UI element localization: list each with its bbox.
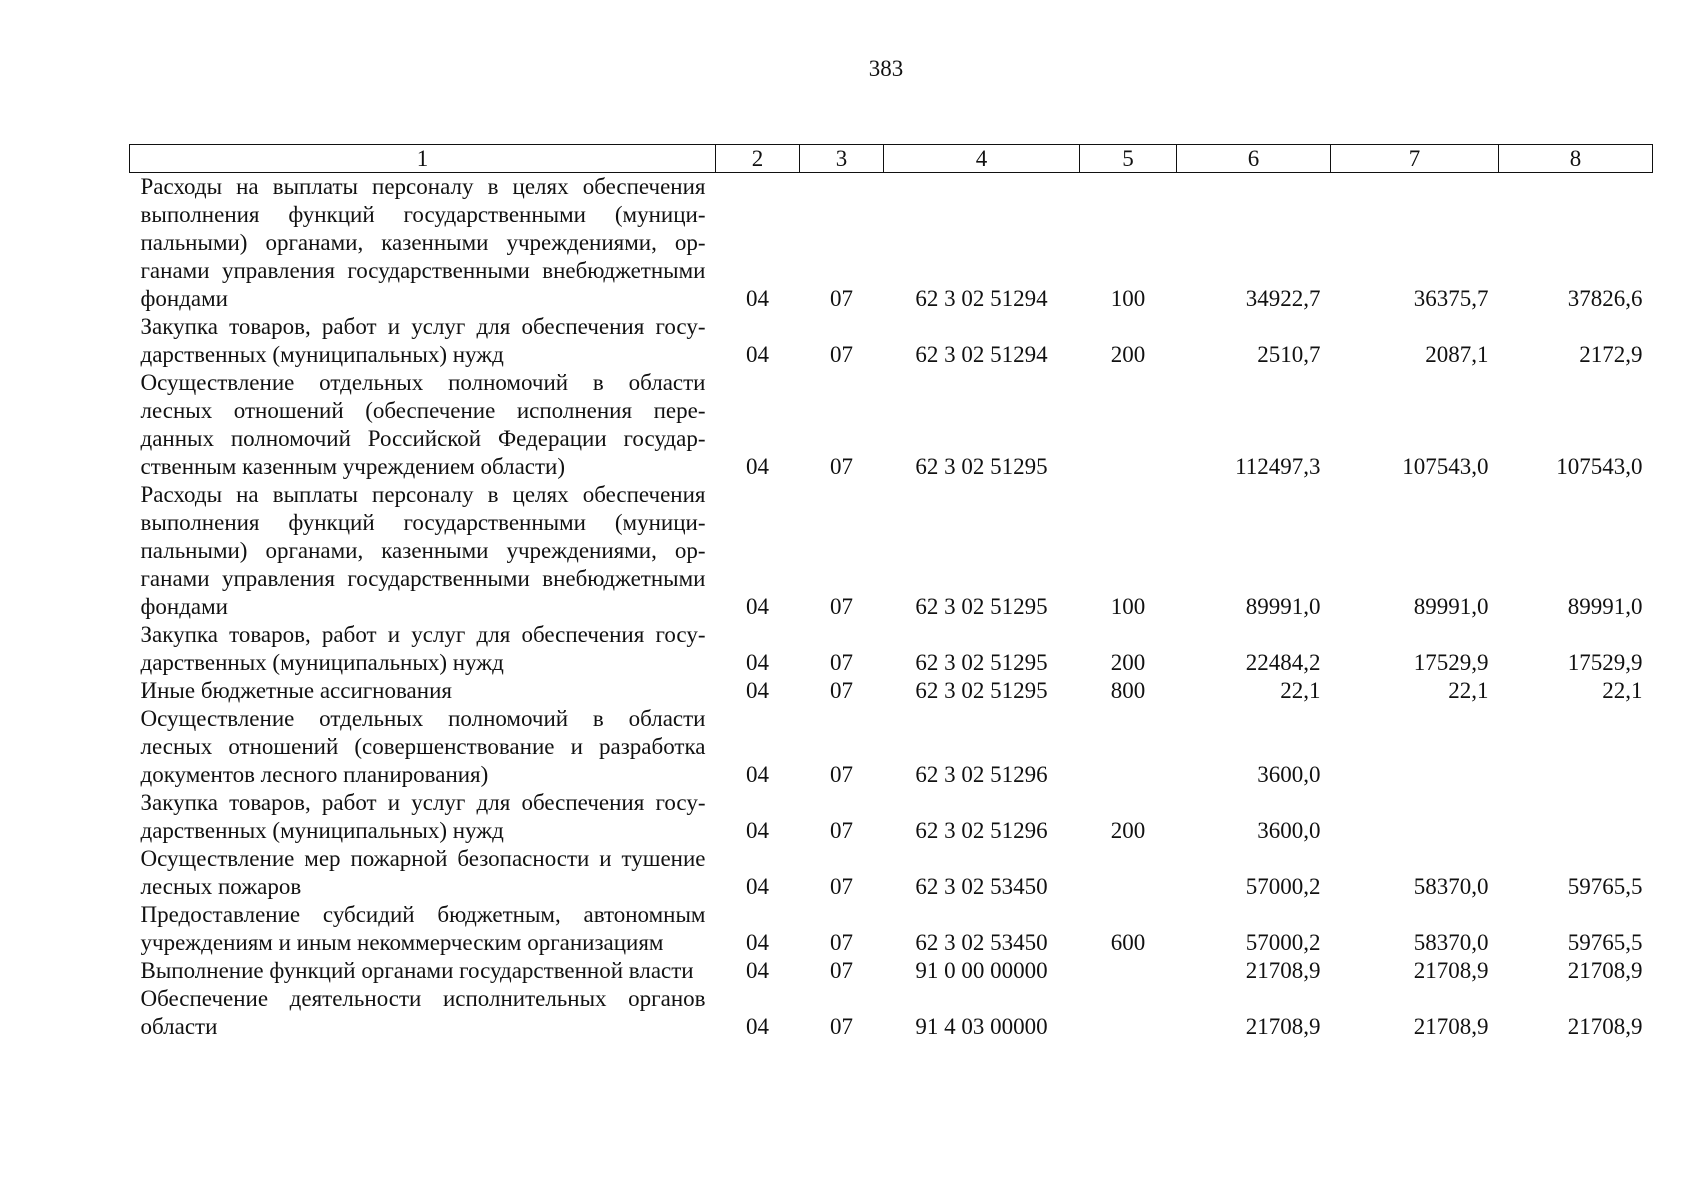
amount-year-1: 21708,9: [1245, 1014, 1321, 1039]
table-header: [130, 145, 1653, 173]
amount-year-1: 57000,2: [1245, 930, 1321, 955]
table-row: [130, 957, 1653, 985]
amount-year-2: 21708,9: [1413, 1014, 1489, 1039]
amount-year-3: 89991,0: [1567, 594, 1643, 619]
section-code: 04: [746, 762, 769, 787]
table-row: [130, 173, 1653, 314]
amount-year-1: 89991,0: [1245, 594, 1321, 619]
section-code: 04: [746, 650, 769, 675]
amount-year-1: 3600,0: [1257, 818, 1321, 843]
column-header-1: 1: [130, 145, 716, 173]
target-article-code: 62 3 02 53450: [915, 930, 1048, 955]
subsection-code: 07: [830, 930, 853, 955]
expense-type-code: 200: [1110, 818, 1146, 843]
target-article-code: 91 4 03 00000: [915, 1014, 1048, 1039]
amount-year-3: 2172,9: [1579, 342, 1643, 367]
target-article-code: 62 3 02 51296: [915, 818, 1048, 843]
section-code: 04: [746, 1014, 769, 1039]
table-row: [130, 621, 1653, 677]
amount-year-3: [1499, 789, 1653, 845]
amount-year-2: 17529,9: [1413, 650, 1489, 675]
row-description: Расходы на выплаты персоналу в целях обеспечения выполнения функций государственными (муниципальными) органами, казенными учреждениями, органами управления государственными внебюджетными фондами: [140, 482, 706, 619]
header-row: [130, 145, 1653, 173]
amount-year-3: 21708,9: [1567, 958, 1643, 983]
expense-type-code: [1080, 957, 1177, 985]
target-article-code: 62 3 02 53450: [915, 874, 1048, 899]
expense-type-code: 600: [1110, 930, 1146, 955]
amount-year-3: 59765,5: [1567, 874, 1643, 899]
section-code: 04: [746, 454, 769, 479]
section-code: 04: [746, 874, 769, 899]
target-article-code: 62 3 02 51294: [915, 286, 1048, 311]
amount-year-2: 36375,7: [1413, 286, 1489, 311]
amount-year-1: 2510,7: [1257, 342, 1321, 367]
section-code: 04: [746, 342, 769, 367]
row-description: Предоставление субсидий бюджетным, автономным учреждениям и иным некоммерческим организациям: [140, 902, 706, 955]
expense-type-code: 200: [1110, 650, 1146, 675]
column-header-2: 2: [716, 145, 800, 173]
target-article-code: 62 3 02 51295: [915, 650, 1048, 675]
amount-year-3: 22,1: [1602, 678, 1643, 703]
target-article-code: 62 3 02 51294: [915, 342, 1048, 367]
amount-year-1: 22484,2: [1245, 650, 1321, 675]
amount-year-3: 37826,6: [1567, 286, 1643, 311]
target-article-code: 62 3 02 51295: [915, 454, 1048, 479]
section-code: 04: [746, 286, 769, 311]
expense-type-code: [1080, 369, 1177, 481]
expense-type-code: 200: [1110, 342, 1146, 367]
expense-type-code: [1080, 845, 1177, 901]
expense-type-code: 100: [1110, 594, 1146, 619]
table-row: [130, 789, 1653, 845]
section-code: 04: [746, 958, 769, 983]
amount-year-2: 58370,0: [1413, 930, 1489, 955]
section-code: 04: [746, 930, 769, 955]
section-code: 04: [746, 818, 769, 843]
table-row: [130, 705, 1653, 789]
target-article-code: 62 3 02 51295: [915, 594, 1048, 619]
column-header-8: 8: [1499, 145, 1653, 173]
section-code: 04: [746, 678, 769, 703]
table-body: [130, 173, 1653, 1042]
amount-year-1: 112497,3: [1235, 454, 1321, 479]
column-header-7: 7: [1331, 145, 1499, 173]
amount-year-2: 2087,1: [1425, 342, 1489, 367]
table-row: [130, 985, 1653, 1041]
amount-year-2: 107543,0: [1402, 454, 1489, 479]
table-row: [130, 481, 1653, 621]
expense-type-code: 800: [1110, 678, 1146, 703]
table-row: [130, 677, 1653, 705]
row-description: Закупка товаров, работ и услуг для обеспечения государственных (муниципальных) нужд: [140, 314, 706, 367]
column-header-5: 5: [1080, 145, 1177, 173]
row-description: Иные бюджетные ассигнования: [140, 678, 452, 703]
row-description: Расходы на выплаты персоналу в целях обеспечения выполнения функций государственными (муниципальными) органами, казенными учреждениями, органами управления государственными внебюджетными фондами: [140, 174, 706, 311]
table-row: [130, 369, 1653, 481]
row-description: Осуществление отдельных полномочий в области лесных отношений (совершенствование и разработка документов лесного планирования): [140, 706, 706, 787]
subsection-code: 07: [830, 342, 853, 367]
expense-type-code: [1080, 705, 1177, 789]
expense-type-code: 100: [1110, 286, 1146, 311]
subsection-code: 07: [830, 1014, 853, 1039]
subsection-code: 07: [830, 678, 853, 703]
amount-year-2: 22,1: [1448, 678, 1489, 703]
amount-year-3: [1499, 705, 1653, 789]
subsection-code: 07: [830, 650, 853, 675]
table-row: [130, 901, 1653, 957]
amount-year-2: [1331, 705, 1499, 789]
table-row: [130, 845, 1653, 901]
amount-year-1: 34922,7: [1245, 286, 1321, 311]
subsection-code: 07: [830, 594, 853, 619]
amount-year-2: 89991,0: [1413, 594, 1489, 619]
row-description: Осуществление отдельных полномочий в области лесных отношений (обеспечение исполнения переданных полномочий Российской Федерации государственным казенным учреждением области): [140, 370, 706, 479]
subsection-code: 07: [830, 958, 853, 983]
amount-year-3: 21708,9: [1567, 1014, 1643, 1039]
row-description: Закупка товаров, работ и услуг для обеспечения государственных (муниципальных) нужд: [140, 622, 706, 675]
subsection-code: 07: [830, 874, 853, 899]
row-description: Выполнение функций органами государственной власти: [140, 958, 694, 983]
subsection-code: 07: [830, 762, 853, 787]
row-description: Осуществление мер пожарной безопасности и тушение лесных пожаров: [140, 846, 706, 899]
subsection-code: 07: [830, 286, 853, 311]
target-article-code: 62 3 02 51296: [915, 762, 1048, 787]
row-description: Обеспечение деятельности исполнительных органов области: [140, 986, 706, 1039]
target-article-code: 62 3 02 51295: [915, 678, 1048, 703]
subsection-code: 07: [830, 818, 853, 843]
page-number: 383: [868, 56, 904, 81]
amount-year-2: [1331, 789, 1499, 845]
table-row: [130, 313, 1653, 369]
amount-year-3: 17529,9: [1567, 650, 1643, 675]
amount-year-1: 57000,2: [1245, 874, 1321, 899]
target-article-code: 91 0 00 00000: [915, 958, 1048, 983]
subsection-code: 07: [830, 454, 853, 479]
amount-year-2: 58370,0: [1413, 874, 1489, 899]
amount-year-1: 3600,0: [1257, 762, 1321, 787]
column-header-4: 4: [884, 145, 1080, 173]
amount-year-1: 22,1: [1280, 678, 1321, 703]
column-header-6: 6: [1177, 145, 1331, 173]
amount-year-1: 21708,9: [1245, 958, 1321, 983]
section-code: 04: [746, 594, 769, 619]
budget-table: [129, 144, 1653, 1041]
amount-year-2: 21708,9: [1413, 958, 1489, 983]
amount-year-3: 59765,5: [1567, 930, 1643, 955]
amount-year-3: 107543,0: [1556, 454, 1643, 479]
column-header-3: 3: [800, 145, 884, 173]
expense-type-code: [1080, 985, 1177, 1041]
row-description: Закупка товаров, работ и услуг для обеспечения государственных (муниципальных) нужд: [140, 790, 706, 843]
